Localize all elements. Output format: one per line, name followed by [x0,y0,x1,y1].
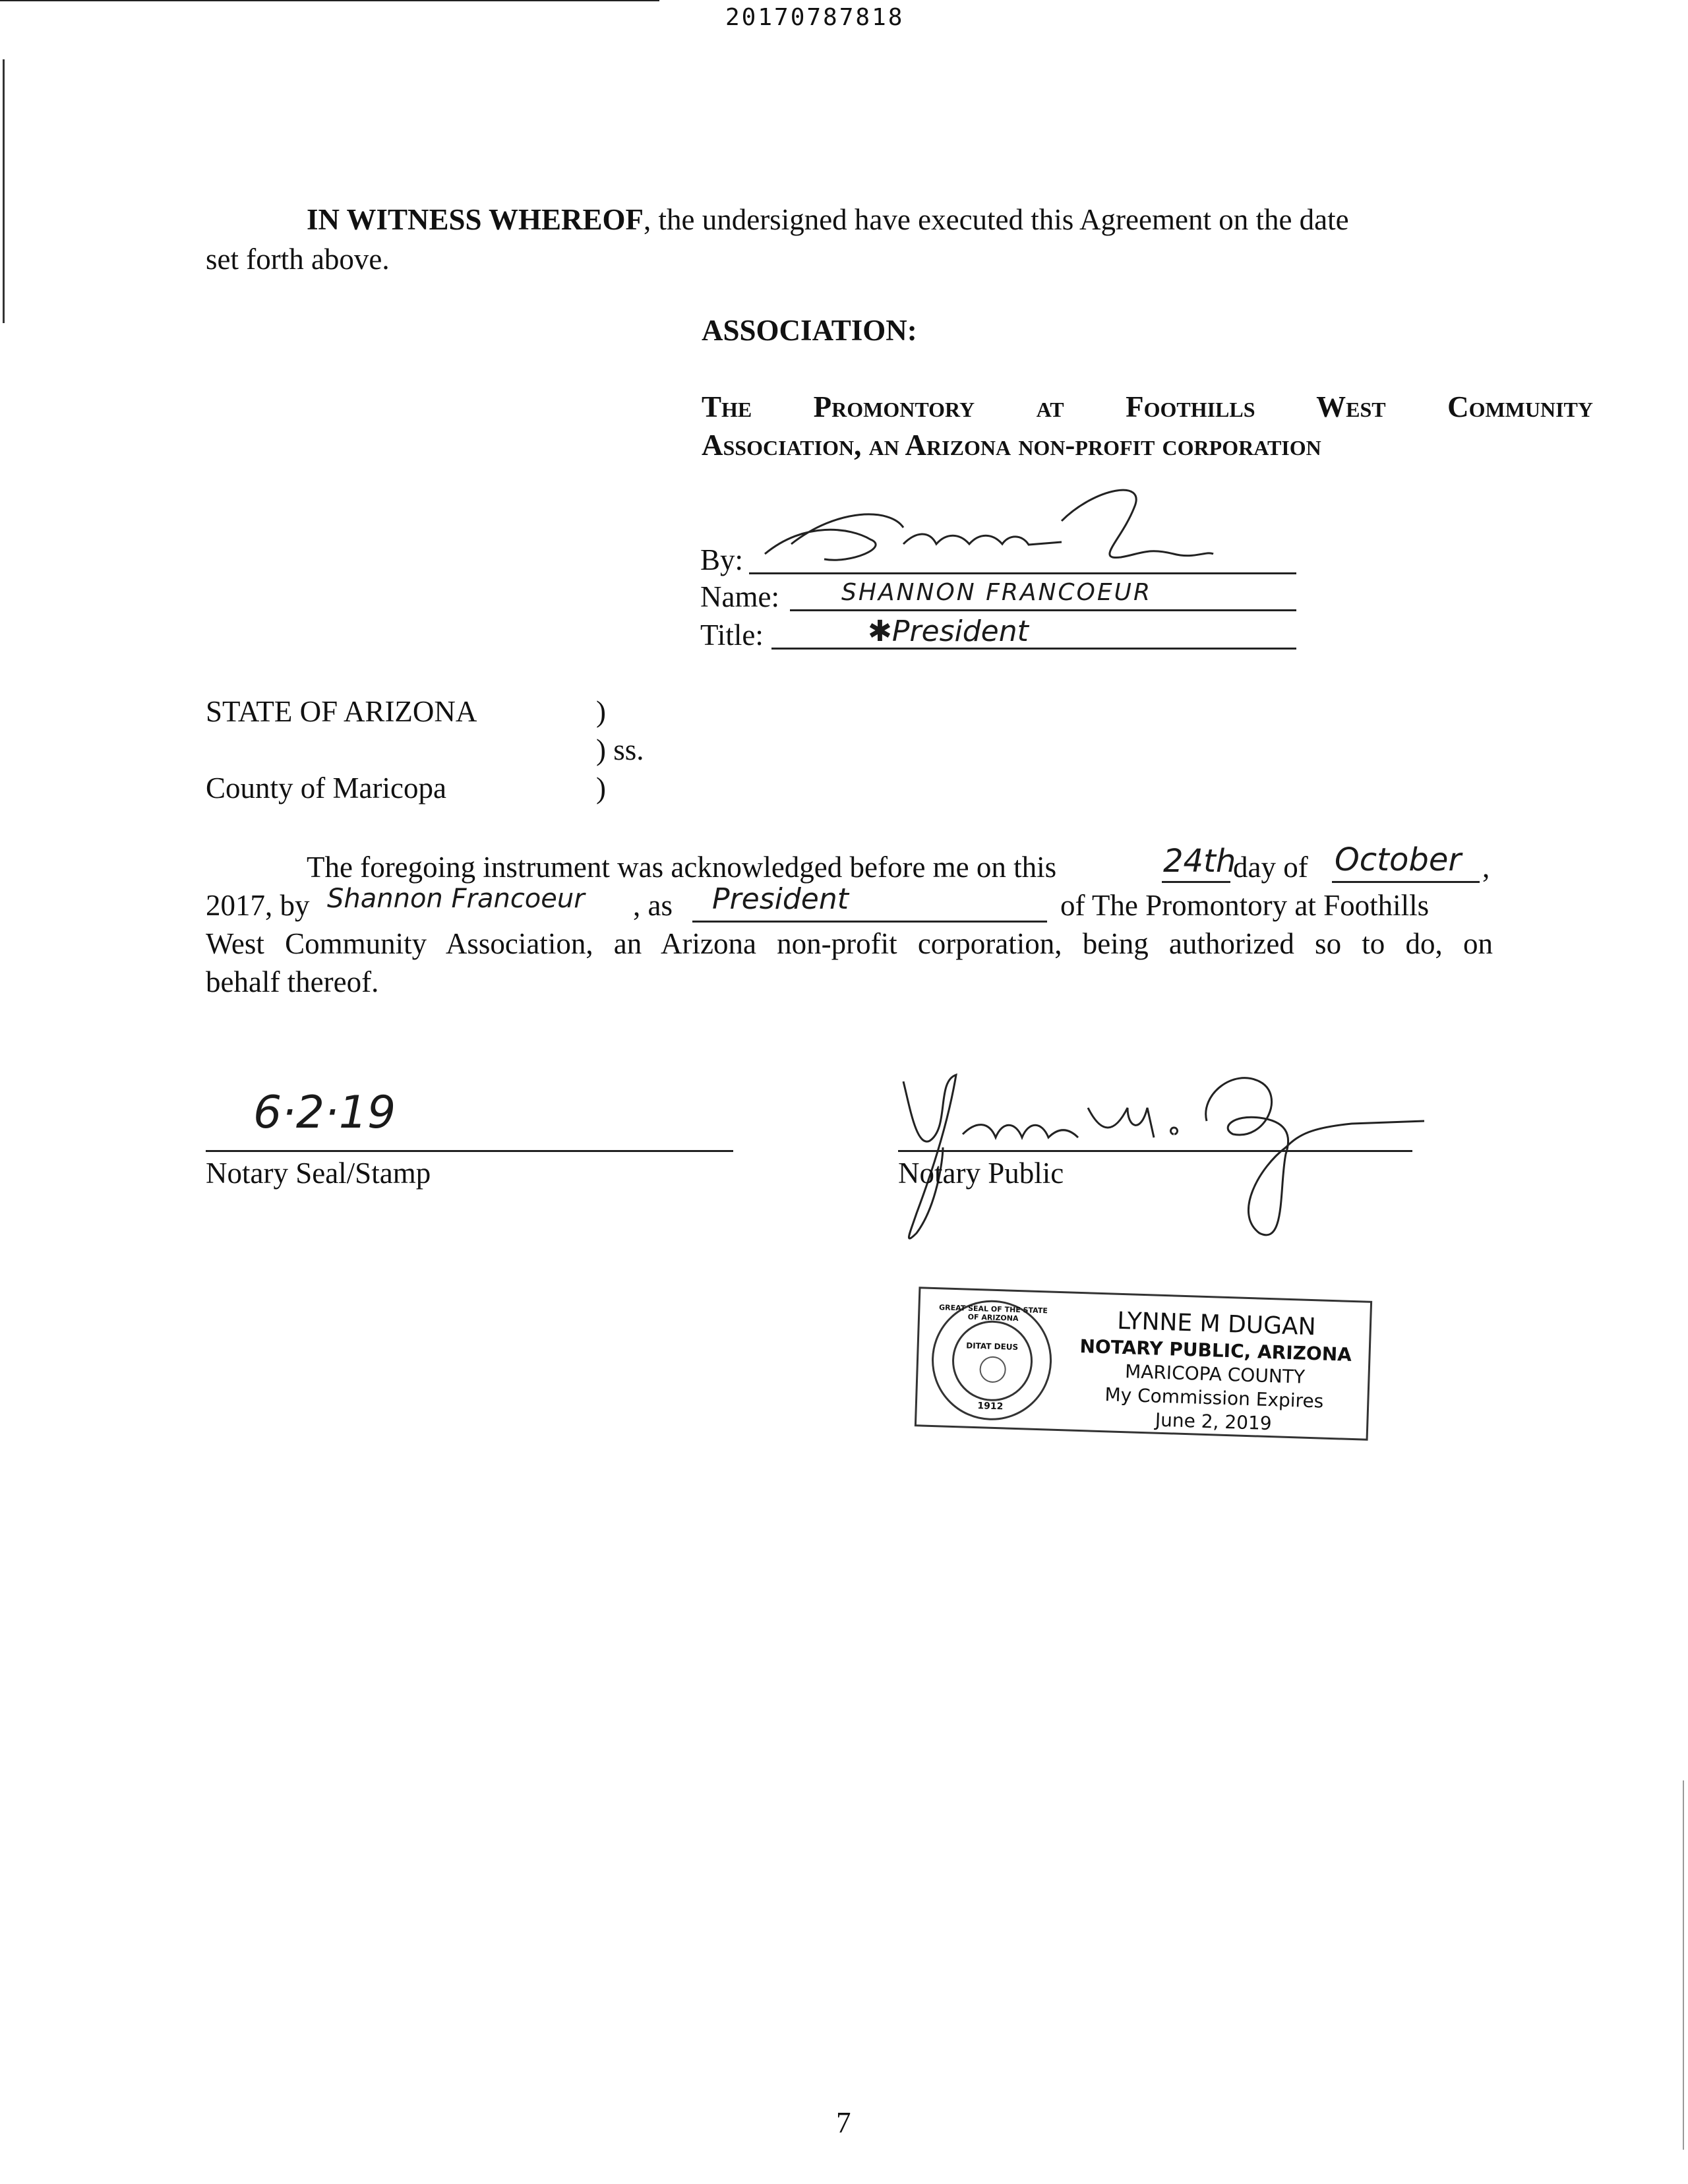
title-line [771,648,1296,650]
stamp-line-5: June 2, 2019 [1155,1409,1273,1435]
stamp-name: LYNNE M DUGAN [1116,1307,1317,1341]
seal-motto: DITAT DEUS [966,1341,1019,1352]
ack-text-4: 2017, by [206,889,310,922]
venue-county: County of Maricopa [206,772,446,804]
ack-text-5: , as [633,889,673,922]
notary-signature [890,1055,1431,1246]
association-name-line-2: Association, an Arizona non-profit corporation [702,429,1321,462]
venue-ss: ) ss. [596,733,644,766]
notary-stamp [915,1287,1372,1441]
president-signature [752,481,1226,580]
ack-day-line [1162,881,1230,883]
name-label: Name: [700,580,779,613]
stamp-line-4: My Commission Expires [1104,1383,1324,1412]
ack-day-value: 24th [1163,843,1236,880]
signer-title-value: President [891,615,1029,648]
signer-name-handwritten: SHANNON FRANCOEUR [841,579,1152,606]
title-label: Title: [700,619,764,652]
witness-line-2: set forth above. [206,243,390,276]
signer-title-handwritten: ✱President [868,615,1029,648]
ack-role-value: President [712,882,849,916]
stamp-line-2: NOTARY PUBLIC, ARIZONA [1079,1335,1352,1366]
document-number: 20170787818 [725,4,905,31]
ack-text-8: behalf thereof. [206,965,379,998]
ack-text-1: The foregoing instrument was acknowledged before me on this [307,851,1057,884]
witness-text: , the undersigned have executed this Agreement on the date [644,203,1349,236]
seal-date-handwritten: 6·2·19 [253,1087,396,1139]
right-scan-margin [1683,1780,1684,2150]
venue-state: STATE OF ARIZONA [206,695,477,728]
name-line [790,609,1296,611]
ack-text-3: , [1482,851,1490,884]
venue-paren-1: ) [596,695,606,728]
witness-line-1 [307,200,1349,239]
association-heading: ASSOCIATION: [702,314,917,347]
seal-line [206,1150,733,1152]
ack-role-line [692,921,1047,923]
left-scan-margin [3,59,5,323]
stamp-line-3: MARICOPA COUNTY [1124,1360,1306,1388]
ack-month-line [1332,881,1480,883]
seal-ring-text: GREAT SEAL OF THE STATE OF ARIZONA [938,1303,1048,1323]
arizona-state-seal [930,1298,1054,1422]
notary-public-label: Notary Public [898,1157,1064,1190]
ack-text-7: West Community Association, an Arizona non-profit corporation, being authorized so to do, on [206,927,1493,960]
venue-paren-3: ) [596,772,606,804]
ack-text-2: day of [1233,851,1308,884]
by-label: By: [700,543,744,576]
witness-lead: IN WITNESS WHEREOF [307,203,644,236]
top-scan-edge [0,0,659,1]
seal-label: Notary Seal/Stamp [206,1157,431,1190]
seal-year: 1912 [977,1401,1004,1412]
ack-month-value: October [1335,841,1462,878]
association-name-line-1: The Promontory at Foothills West Community [702,390,1593,423]
ack-person-value: Shannon Francoeur [327,884,585,914]
page-number: 7 [836,2106,851,2139]
ack-text-6: of The Promontory at Foothills [1060,889,1430,922]
